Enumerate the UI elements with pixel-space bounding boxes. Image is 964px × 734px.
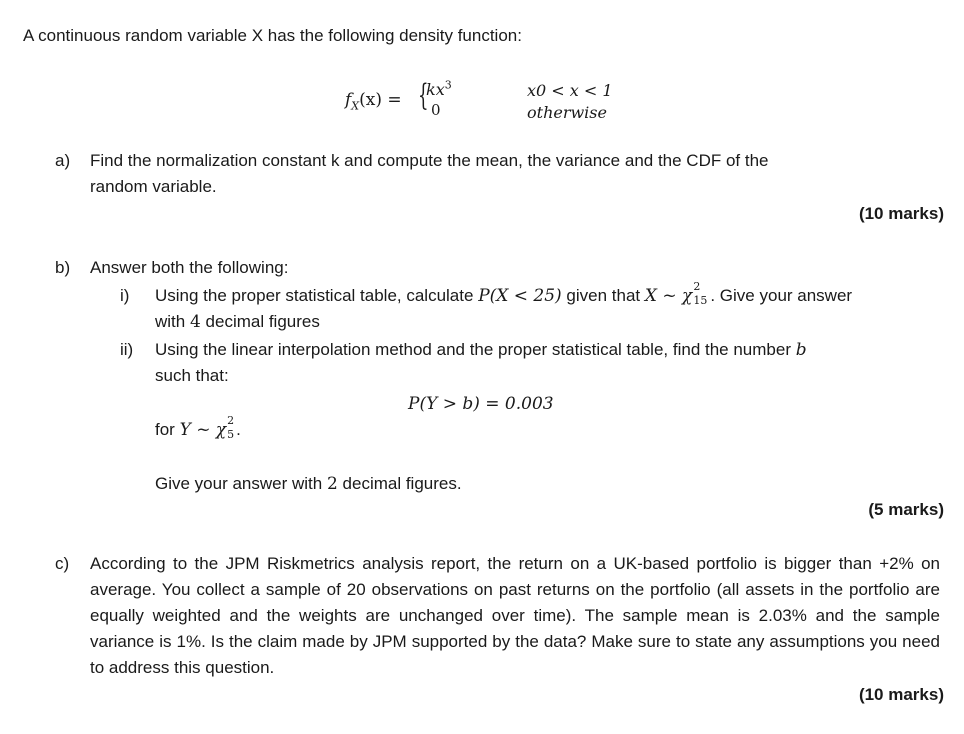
- b-for-chi-scripts: [226, 414, 236, 441]
- part-a-line-2: random variable.: [90, 177, 217, 196]
- part-b-label: b): [55, 258, 71, 277]
- b-i-text-1: Using the proper statistical table, calculate: [155, 286, 474, 305]
- case1-term: kx: [426, 80, 445, 99]
- b-ii-variable: b: [795, 340, 807, 360]
- b-i-decimal-figures: decimal figures: [205, 312, 320, 331]
- density-case-2: 0: [431, 101, 441, 119]
- part-a-line-1: Find the normalization constant k and compute the mean, the variance and the CDF of the: [90, 151, 769, 170]
- part-a-label: a): [55, 151, 71, 170]
- b-for-chi-sup: 2: [227, 414, 235, 427]
- part-b-i-label: i): [120, 286, 130, 305]
- part-b-i-line-2: [155, 312, 320, 332]
- lhs-f: f: [345, 90, 352, 110]
- density-condition-2: otherwise: [527, 103, 607, 122]
- b-give-text-1: Give your answer with: [155, 474, 323, 493]
- intro-text: A continuous random variable X has the following density function:: [23, 26, 522, 45]
- part-b-ii-line-1: [155, 340, 807, 360]
- density-case-1: [426, 80, 452, 99]
- b-for-end: .: [236, 420, 241, 439]
- b-i-with: with: [155, 312, 186, 331]
- part-a-marks: (10 marks): [858, 204, 944, 223]
- part-b-for-line: [155, 414, 241, 441]
- b-give-text-2: decimal figures.: [342, 474, 462, 493]
- part-c-marks: (10 marks): [858, 685, 944, 704]
- density-lhs: [345, 90, 402, 113]
- b-for-distribution: Y ~ χ: [179, 420, 227, 440]
- part-c-text: According to the JPM Riskmetrics analysis report, the return on a UK-based portfolio is bigger than +2% on average. You collect a sample of 20 observations on past returns on the portfolio (all assets in the portfolio are equally weighted and the weights are unchanged over time). The sample mean is 2.03% and the sample variance is 1%. Is the claim made by JPM supported by the data? Make sure to state any assumptions you need to address this question.: [90, 554, 940, 677]
- density-condition-1: x0 < x < 1: [527, 81, 613, 100]
- part-c-label: c): [55, 554, 70, 573]
- b-i-text-2: given that: [566, 286, 641, 305]
- density-brace: {: [418, 78, 429, 113]
- part-b-give-answer: [155, 474, 462, 494]
- part-b-ii-line-2: such that:: [155, 366, 229, 385]
- b-i-chi-scripts: [692, 280, 710, 307]
- case1-exponent: 3: [444, 78, 452, 92]
- b-i-probability: P(X < 25): [478, 286, 562, 306]
- b-give-number: 2: [326, 474, 338, 494]
- b-i-decimals-number: 4: [189, 312, 201, 332]
- part-b-equation: P(Y > b) = 0.003: [408, 394, 554, 414]
- part-b-ii-label: ii): [120, 340, 134, 359]
- b-i-distribution: X ~ χ: [644, 286, 693, 306]
- b-i-chi-sup: 2: [693, 280, 701, 293]
- b-i-text-3: . Give your answer: [710, 286, 853, 305]
- part-b-heading: Answer both the following:: [90, 258, 289, 277]
- lhs-arg: (x) =: [359, 90, 402, 110]
- b-for-text: for: [155, 420, 175, 439]
- b-i-chi-sub: 15: [693, 294, 708, 307]
- part-b-i-line-1: [155, 280, 853, 307]
- b-ii-text-1: Using the linear interpolation method and the proper statistical table, find the number: [155, 340, 791, 359]
- part-b-marks: (5 marks): [868, 500, 944, 519]
- b-for-chi-sub: 5: [227, 428, 235, 441]
- lhs-sub: X: [351, 99, 360, 113]
